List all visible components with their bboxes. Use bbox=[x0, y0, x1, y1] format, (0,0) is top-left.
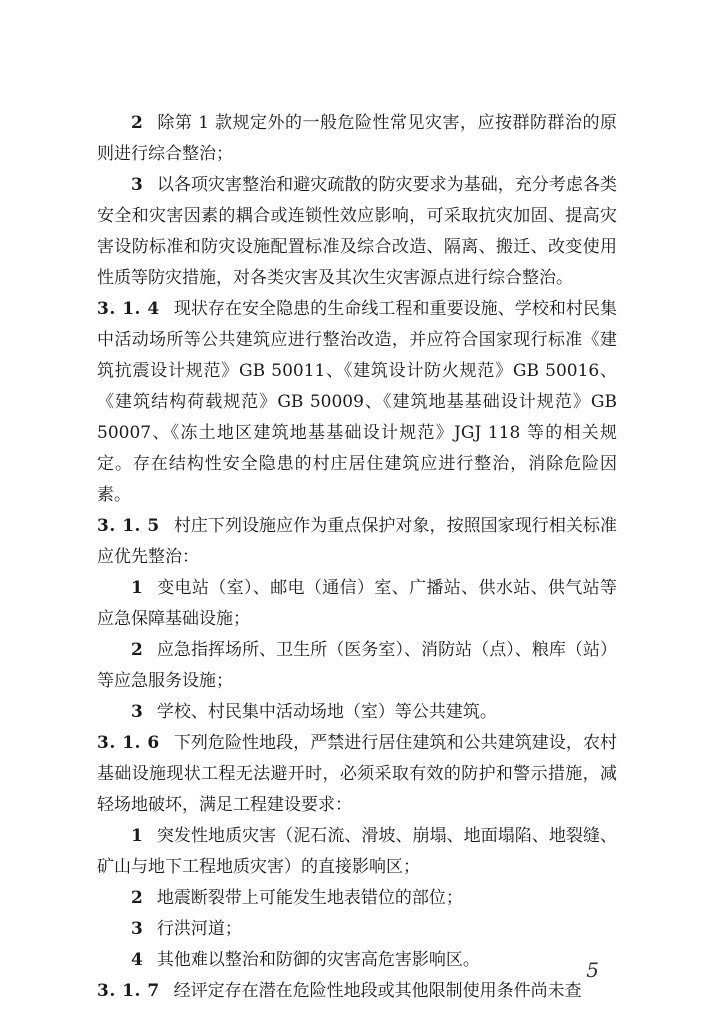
item-text: 以各项灾害整治和避灾疏散的防灾要求为基础，充分考虑各类安全和灾害因素的耦合或连锁性效应影响，可采取抗灾加固、提高灾害设防标准和防灾设施配置标准及综合改造、隔离、搬迁、改变使用性质等防灾措施，对各类灾害及其次生灾害源点进行综合整治。 bbox=[97, 175, 617, 288]
clause-text: 现状存在安全隐患的生命线工程和重要设施、学校和村民集中活动场所等公共建筑应进行整治改造，并应符合国家现行标准《建筑抗震设计规范》GB 50011、《建筑设计防火规范》GB 50016、《建筑结构荷载规范》GB 50009、《建筑地基基础设计规范》GB 50007、《冻土地区建筑地基基础设计规范》JGJ 118 等的相关规定。存在结构性安全隐患的村庄居住建筑应进行整治，消除危险因素。 bbox=[97, 299, 617, 505]
list-item bbox=[97, 108, 617, 170]
item-number: 1 bbox=[131, 826, 143, 846]
item-text: 地震断裂带上可能发生地表错位的部位； bbox=[156, 888, 463, 908]
body-text bbox=[97, 108, 617, 1007]
list-item bbox=[97, 697, 617, 728]
item-number: 1 bbox=[131, 578, 143, 598]
item-number: 3 bbox=[131, 702, 143, 722]
item-text: 变电站（室）、邮电（通信）室、广播站、供水站、供气站等应急保障基础设施； bbox=[97, 578, 617, 629]
list-item bbox=[97, 821, 617, 883]
clause-number: 3. 1. 5 bbox=[97, 516, 160, 536]
item-number: 2 bbox=[131, 888, 143, 908]
clause bbox=[97, 294, 617, 511]
item-number: 2 bbox=[131, 113, 143, 133]
list-item bbox=[97, 573, 617, 635]
clause-number: 3. 1. 4 bbox=[97, 299, 160, 319]
clause-text: 经评定存在潜在危险性地段或其他限制使用条件尚未查 bbox=[173, 981, 582, 1001]
list-item bbox=[97, 914, 617, 945]
list-item bbox=[97, 883, 617, 914]
clause-text: 村庄下列设施应作为重点保护对象，按照国家现行相关标准应优先整治： bbox=[97, 516, 617, 567]
item-number: 2 bbox=[131, 640, 143, 660]
item-text: 除第 1 款规定外的一般危险性常见灾害，应按群防群治的原则进行综合整治； bbox=[97, 113, 617, 164]
item-text: 突发性地质灾害（泥石流、滑坡、崩塌、地面塌陷、地裂缝、矿山与地下工程地质灾害）的直接影响区； bbox=[97, 826, 617, 877]
list-item bbox=[97, 635, 617, 697]
clause-text: 下列危险性地段，严禁进行居住建筑和公共建筑建设，农村基础设施现状工程无法避开时，必须采取有效的防护和警示措施，减轻场地破坏，满足工程建设要求： bbox=[97, 733, 617, 815]
list-item bbox=[97, 170, 617, 294]
clause-number: 3. 1. 6 bbox=[97, 733, 160, 753]
clause-number: 3. 1. 7 bbox=[97, 981, 160, 1001]
list-item bbox=[97, 945, 617, 976]
clause bbox=[97, 511, 617, 573]
item-text: 其他难以整治和防御的灾害高危害影响区。 bbox=[156, 950, 480, 970]
clause bbox=[97, 976, 617, 1007]
item-number: 4 bbox=[131, 950, 143, 970]
item-number: 3 bbox=[131, 919, 143, 939]
item-text: 学校、村民集中活动场地（室）等公共建筑。 bbox=[156, 702, 497, 722]
clause bbox=[97, 728, 617, 821]
item-text: 行洪河道； bbox=[156, 919, 242, 939]
item-text: 应急指挥场所、卫生所（医务室）、消防站（点）、粮库（站）等应急服务设施； bbox=[97, 640, 617, 691]
page-number: 5 bbox=[586, 958, 599, 982]
item-number: 3 bbox=[131, 175, 143, 195]
